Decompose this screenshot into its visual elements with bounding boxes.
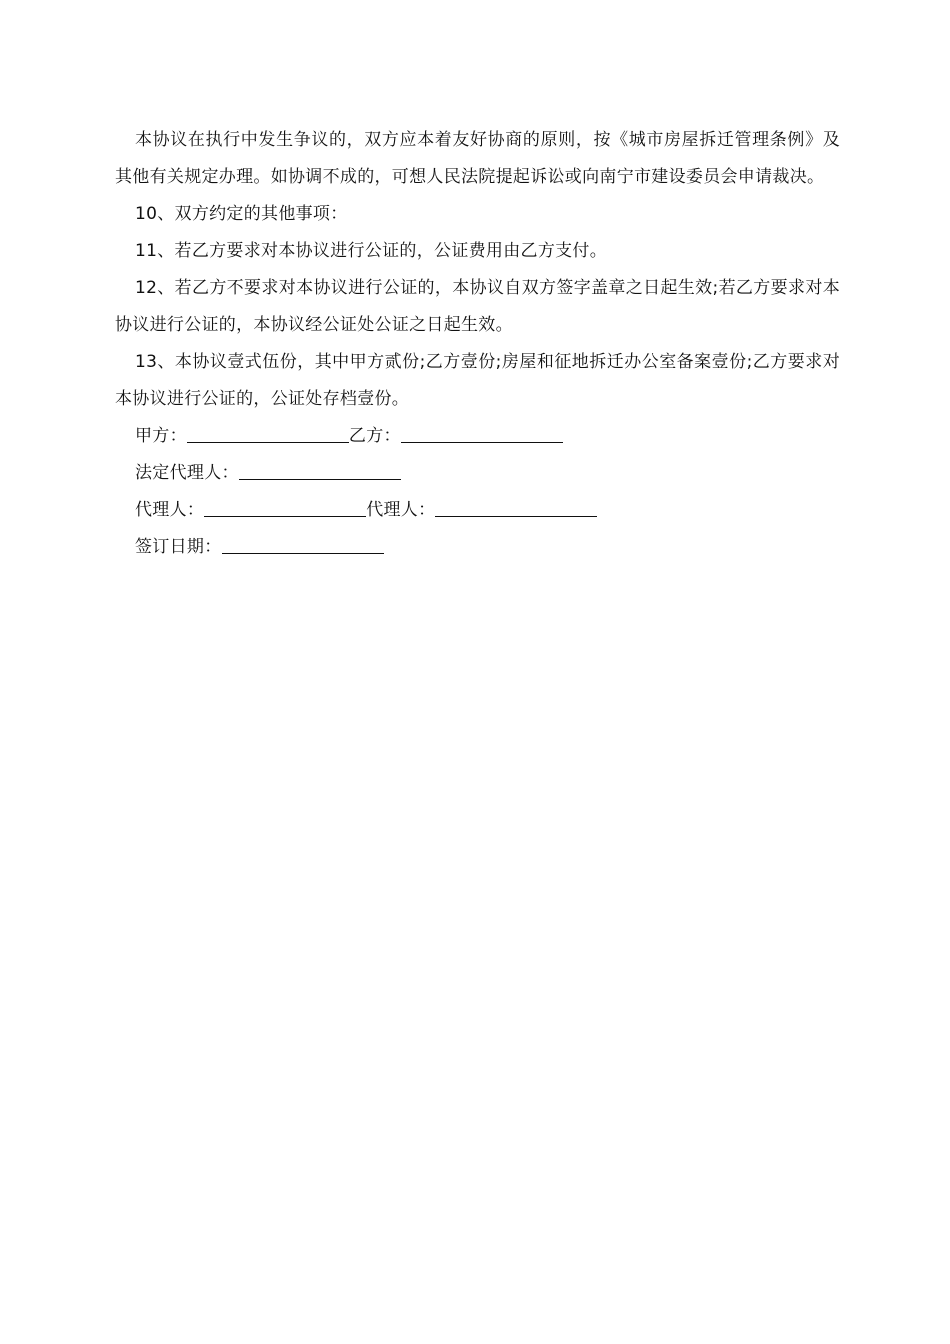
agent-b-label: 代理人：	[366, 500, 436, 520]
clause-11: 11、若乙方要求对本协议进行公证的，公证费用由乙方支付。	[135, 241, 608, 261]
sign-date-label: 签订日期：	[135, 537, 222, 557]
legal-rep-row	[115, 455, 840, 492]
clause-13: 13、本协议壹式伍份，其中甲方贰份;乙方壹份;房屋和征地拆迁办公室备案壹份;乙方要求对本协议进行公证的，公证处存档壹份。	[115, 352, 840, 409]
sign-date-blank[interactable]	[222, 533, 384, 554]
clause-10: 10、双方约定的其他事项：	[135, 204, 348, 224]
legal-rep-blank[interactable]	[239, 459, 401, 480]
party-signature-row	[115, 418, 840, 455]
agent-b-blank[interactable]	[435, 496, 597, 517]
dispute-clause: 本协议在执行中发生争议的，双方应本着友好协商的原则，按《城市房屋拆迁管理条例》及其他有关规定办理。如协调不成的，可想人民法院提起诉讼或向南宁市建设委员会申请裁决。	[115, 130, 840, 187]
clause-12: 12、若乙方不要求对本协议进行公证的，本协议自双方签字盖章之日起生效;若乙方要求对本协议进行公证的，本协议经公证处公证之日起生效。	[115, 278, 840, 335]
party-a-blank[interactable]	[187, 422, 349, 443]
agent-signature-row	[115, 492, 840, 529]
agent-a-blank[interactable]	[204, 496, 366, 517]
party-a-label: 甲方：	[135, 426, 187, 446]
party-b-label: 乙方：	[348, 426, 401, 446]
document-body	[115, 122, 840, 566]
sign-date-row	[115, 529, 840, 566]
legal-rep-label: 法定代理人：	[135, 463, 239, 483]
party-b-blank[interactable]	[401, 422, 563, 443]
agent-a-label: 代理人：	[135, 500, 205, 520]
